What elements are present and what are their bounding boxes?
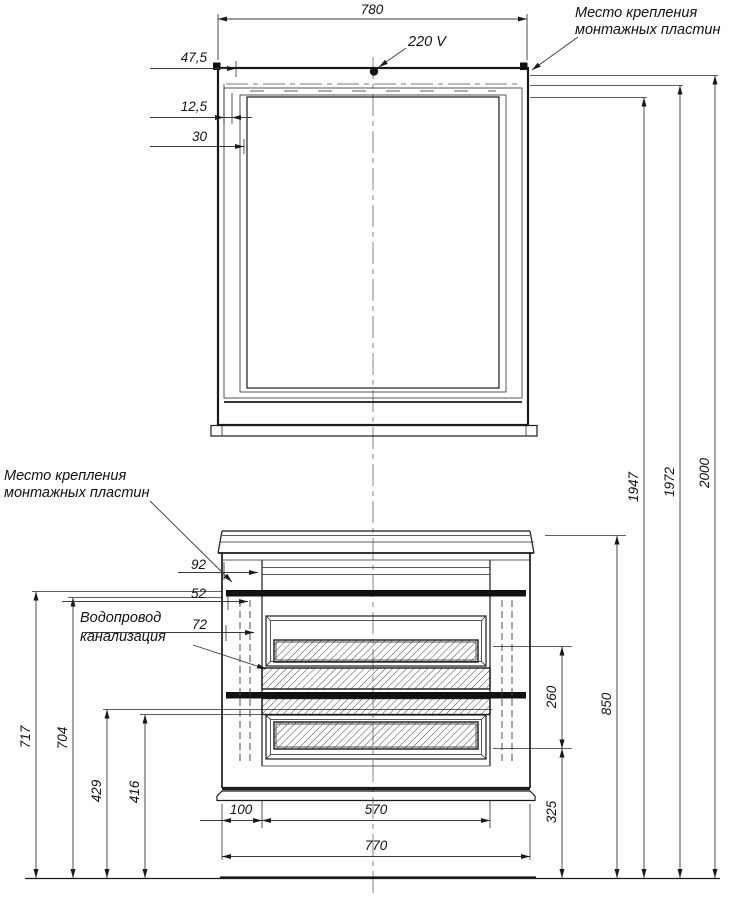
dim-level-429-text: 429 [89, 779, 104, 803]
upper-divider-band [226, 590, 526, 597]
lower-box-section-hatch [262, 699, 490, 715]
dim-frame-inset-large-text: 30 [191, 129, 207, 144]
dim-level-429 [89, 710, 110, 879]
dim-rail-92-text: 92 [190, 557, 206, 572]
label-power-text: 220 V [408, 34, 446, 50]
dim-rail-52 [62, 586, 248, 610]
upper-drawer-hatch [274, 640, 478, 662]
dim-plate-height-upper-text: 1972 [662, 466, 677, 498]
dim-plate-height-lower-text: 1947 [626, 471, 641, 503]
dim-level-416-text: 416 [127, 780, 142, 804]
dim-edge-offset-text: 47,5 [180, 50, 207, 65]
dim-cabinet-width [222, 838, 530, 859]
dim-plinth-zone-text: 325 [544, 800, 559, 824]
dim-stile-opening [200, 802, 490, 823]
dim-cabinet-height-text: 850 [599, 692, 614, 716]
lower-divider-band [226, 692, 526, 699]
dim-frame-inset-large [150, 129, 244, 154]
right-extension-lines [530, 76, 718, 98]
cabinet-unit [217, 531, 535, 801]
dim-rail-52-text: 52 [190, 586, 206, 601]
dim-supply-height-text: 717 [18, 725, 33, 749]
label-plumbing-line2: канализация [80, 629, 166, 645]
dim-drain-height [55, 598, 76, 879]
mirror-bottom-shelf [211, 426, 537, 437]
plinth-base [217, 791, 535, 801]
dim-drain-height-text: 704 [55, 726, 70, 750]
dim-opening-width-text: 570 [364, 802, 388, 817]
label-power [378, 34, 448, 69]
lower-drawer-hatch [274, 722, 478, 749]
top-rail-strip-lines [262, 568, 490, 575]
dim-frame-inset-small-text: 12,5 [180, 99, 207, 114]
dim-drawer-zone-text: 260 [544, 685, 559, 709]
label-plumbing-line1: Водопровод [80, 610, 162, 626]
label-mount-top-line1: Место крепления [575, 5, 698, 21]
mounting-plate-right [520, 63, 528, 71]
dim-supply-height [18, 592, 39, 879]
dim-level-416 [127, 715, 148, 879]
label-mount-left-line1: Место крепления [4, 468, 127, 484]
dim-cabinet-width-text: 770 [364, 838, 388, 853]
dim-drawer-zone [493, 647, 572, 879]
dim-frame-inset-small [150, 84, 252, 124]
power-outlet-dot [370, 67, 378, 75]
label-mount-top-line2: монтажных пластин [575, 22, 721, 38]
dim-stile-width-text: 100 [229, 802, 253, 817]
dim-mirror-width [218, 2, 527, 60]
dim-edge-offset [150, 50, 236, 77]
mirror-unit [211, 63, 537, 437]
dim-rail-72-text: 72 [191, 617, 207, 632]
dim-total-height [697, 76, 718, 879]
mirror-shelf-notches [222, 426, 526, 436]
dim-plate-height-lower [626, 98, 647, 879]
label-plumbing [80, 610, 267, 671]
dim-mirror-width-text: 780 [360, 2, 384, 17]
label-mount-left-line2: монтажных пластин [4, 485, 150, 501]
dim-plate-height-upper [662, 86, 683, 879]
dim-total-height-text: 2000 [697, 457, 712, 489]
label-mount-top [530, 5, 720, 72]
upper-box-section-hatch [262, 668, 490, 689]
